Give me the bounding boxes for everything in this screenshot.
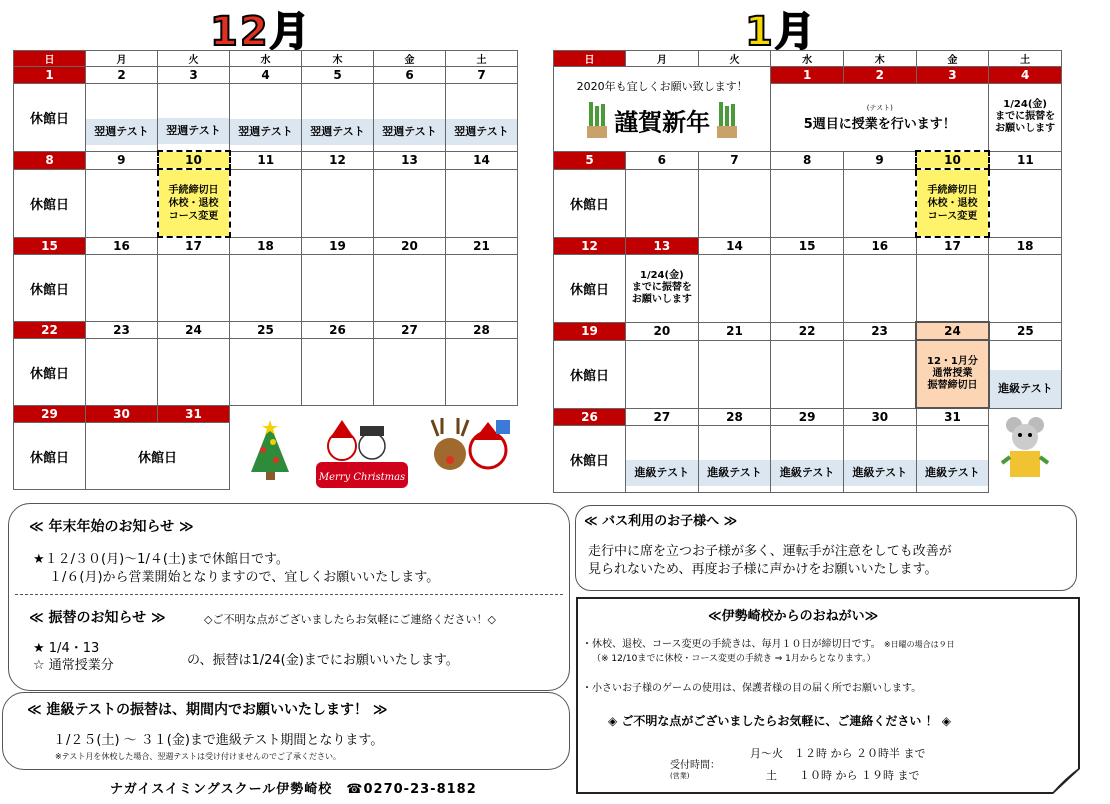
kadomatsu-left-icon [584, 100, 610, 140]
day-cell [302, 169, 374, 237]
closed-label: 休館日 [14, 255, 86, 322]
promotion-notice [2, 692, 570, 770]
closed-label: 休館日 [14, 84, 86, 152]
day-number: 2 [843, 67, 916, 84]
event-label: 翌週テスト [158, 118, 229, 144]
day-number: 15 [14, 237, 86, 255]
day-number: 20 [374, 237, 446, 255]
day-number: 10 [916, 151, 989, 169]
day-cell [771, 340, 844, 408]
dow-thu: 木 [302, 51, 374, 67]
day-cell [989, 255, 1062, 323]
day-number: 22 [771, 322, 844, 340]
day-number: 22 [14, 322, 86, 339]
dow-thu: 木 [843, 51, 916, 67]
makeup-deadline: の、振替は1/24(金)までにお願いいたします。 [187, 653, 459, 668]
day-cell [86, 339, 158, 406]
promotion-small: ※テスト月を休校した場合、翌週テストは受け付けませんのでご了承ください。 [55, 752, 342, 761]
day-number: 25 [230, 322, 302, 339]
greeting-big: 謹賀新年 [614, 108, 711, 137]
day-number: 28 [698, 408, 771, 426]
january-calendar [553, 50, 1062, 493]
makeup-note-cell [989, 84, 1062, 152]
day-cell [626, 169, 699, 237]
dow-tue: 火 [158, 51, 230, 67]
day-cell [446, 84, 518, 152]
day-number: 1 [771, 67, 844, 84]
day-cell [230, 169, 302, 237]
event-label: 進級テスト [626, 460, 698, 486]
day-number: 7 [446, 67, 518, 84]
makeup-regular: ☆ 通常授業分 [33, 658, 114, 673]
day-cell [916, 255, 989, 323]
request-contact: ◈ ご不明な点がございましたらお気軽に、ご連絡ください ！ ◈ [608, 714, 951, 728]
day-number: 6 [374, 67, 446, 84]
day-cell [302, 255, 374, 322]
bus-line1: 走行中に席を立つお子様が多く、運転手が注意をしても改善が [588, 544, 952, 559]
deadline-line: 休校・退校 [168, 197, 219, 209]
day-number: 27 [626, 408, 699, 426]
day-number: 13 [374, 151, 446, 169]
day-number: 11 [230, 151, 302, 169]
day-cell [698, 169, 771, 237]
december-title: 12月 [210, 9, 312, 55]
day-number: 9 [843, 151, 916, 169]
dow-mon: 月 [626, 51, 699, 67]
hours-line2: 土 １０時 から １９時 まで [766, 769, 920, 782]
day-cell [374, 84, 446, 152]
promotion-period: １/２５(土) ～ ３１(金)まで進級テスト期間となります。 [53, 733, 384, 748]
day-number: 16 [86, 237, 158, 255]
day-number: 5 [554, 151, 626, 169]
note-line: お願いします [631, 294, 692, 306]
day-number: 2 [86, 67, 158, 84]
deadline-cell [916, 169, 989, 237]
greeting-small: 2020年も宜しくお願い致します！ [576, 79, 748, 93]
day-cell [843, 426, 916, 493]
day-cell [446, 169, 518, 237]
day-cell [158, 339, 230, 406]
dow-tue: 火 [698, 51, 771, 67]
closed-label: 休館日 [554, 340, 626, 408]
note-line: 通常授業 [932, 368, 973, 379]
day-number: 24 [916, 322, 989, 340]
divider [15, 594, 563, 595]
event-label: 進級テスト [990, 370, 1061, 408]
day-number: 18 [230, 237, 302, 255]
deadline-line: 手続締切日 [927, 184, 978, 196]
year-end-notice [8, 503, 570, 691]
closed-label: 休館日 [14, 169, 86, 237]
day-number: 29 [14, 406, 86, 423]
day-number: 26 [554, 408, 626, 426]
deadline-line: 手続締切日 [168, 184, 219, 196]
makeup-title: ≪ 振替のお知らせ ≫ [29, 610, 166, 626]
day-number: 30 [843, 408, 916, 426]
deadline-line: コース変更 [927, 210, 978, 222]
makeup-dates: ★ 1/4・13 [33, 641, 100, 656]
request-b1 [582, 635, 955, 650]
mouse-mascot-icon [996, 413, 1054, 485]
promotion-title: ≪ 進級テストの振替は、期間内でお願いいたします！ ≫ [27, 702, 388, 718]
day-number: 11 [989, 151, 1062, 169]
day-cell [86, 84, 158, 152]
day-cell [374, 169, 446, 237]
day-cell [626, 340, 699, 408]
request-b1-sub: （※ 12/10までに休校・コース変更の手続き ⇒ 1月からとなります。） [592, 654, 876, 664]
event-label: 進級テスト [771, 460, 843, 486]
day-cell [843, 255, 916, 323]
day-cell [989, 340, 1062, 408]
day-number: 23 [843, 322, 916, 340]
day-cell [374, 339, 446, 406]
day-cell [698, 340, 771, 408]
day-cell [771, 169, 844, 237]
event-label: 翌週テスト [446, 119, 517, 145]
merry-christmas-label: Merry Christmas [318, 472, 406, 483]
day-cell [230, 84, 302, 152]
school-footer: ナガイスイミングスクール伊勢崎校 ☎0270-23-8182 [110, 782, 477, 797]
day-number: 4 [230, 67, 302, 84]
day-number: 24 [158, 322, 230, 339]
day-number: 10 [158, 151, 230, 169]
request-b1-small: ※日曜の場合は９日 [883, 640, 955, 649]
christmas-tree-icon [243, 420, 298, 485]
closed-label: 休館日 [554, 255, 626, 323]
deadline-cell [158, 169, 230, 237]
day-number: 4 [989, 67, 1062, 84]
day-number: 28 [446, 322, 518, 339]
day-cell [230, 255, 302, 322]
event-label: 翌週テスト [86, 119, 157, 145]
day-number: 12 [302, 151, 374, 169]
event-label: 翌週テスト [302, 119, 373, 145]
january-title: 1月 [745, 9, 817, 55]
bus-line2: 見られないため、再度お子様に声かけをお願いいたします。 [588, 562, 938, 577]
makeup-contact: ◇ご不明な点がございましたらお気軽にご連絡ください！◇ [204, 613, 496, 626]
test-banner-cell [771, 84, 989, 152]
dow-mon: 月 [86, 51, 158, 67]
day-cell [843, 169, 916, 237]
dow-sat: 土 [446, 51, 518, 67]
day-number: 21 [446, 237, 518, 255]
hours-line1: 月～火 １２時 から ２０時半 まで [750, 747, 926, 760]
deadline-line: コース変更 [168, 210, 219, 222]
note-line: お願いします [995, 123, 1056, 135]
day-number: 14 [698, 237, 771, 255]
event-label: 翌週テスト [230, 119, 301, 145]
year-end-line1: ★１２/３０(月)～1/４(土)まで休館日です。 [33, 552, 289, 567]
dow-wed: 水 [230, 51, 302, 67]
day-number: 26 [302, 322, 374, 339]
day-number: 7 [698, 151, 771, 169]
note-line: 1/24(金) [639, 270, 684, 282]
day-number: 27 [374, 322, 446, 339]
day-number: 8 [771, 151, 844, 169]
request-b2: ・小さいお子様のゲームの使用は、保護者様の目の届く所でお願いします。 [582, 683, 922, 694]
event-label: 翌週テスト [374, 119, 445, 145]
day-number: 3 [158, 67, 230, 84]
day-cell [771, 426, 844, 493]
day-cell [626, 426, 699, 493]
dow-sat: 土 [989, 51, 1062, 67]
day-number: 19 [554, 322, 626, 340]
dow-sun: 日 [14, 51, 86, 67]
dow-fri: 金 [374, 51, 446, 67]
note-line: までに振替を [995, 111, 1056, 123]
page-curl-icon [1052, 768, 1080, 794]
bus-title: ≪ バス利用のお子様へ ≫ [584, 514, 738, 529]
year-end-line2: １/６(月)から営業開始となりますので、宜しくお願いいたします。 [49, 570, 440, 585]
day-number: 25 [989, 322, 1062, 340]
day-cell [86, 255, 158, 322]
day-number: 8 [14, 151, 86, 169]
note-line: までに振替を [631, 282, 692, 294]
day-cell [158, 255, 230, 322]
new-year-greeting [554, 67, 771, 152]
day-number: 21 [698, 322, 771, 340]
day-cell [771, 255, 844, 323]
note-line: 振替締切日 [927, 380, 978, 391]
day-number: 17 [916, 237, 989, 255]
dow-wed: 水 [771, 51, 844, 67]
day-cell [989, 169, 1062, 237]
day-number: 18 [989, 237, 1062, 255]
day-number: 1 [14, 67, 86, 84]
day-cell [698, 255, 771, 323]
day-number: 30 [86, 406, 158, 423]
request-b1-text: ・休校、退校、コース変更の手続きは、毎月１０日が締切日です。 [582, 639, 881, 650]
day-cell [302, 339, 374, 406]
day-number: 20 [626, 322, 699, 340]
makeup-deadline-cell [916, 340, 989, 408]
day-number: 14 [446, 151, 518, 169]
day-cell [86, 169, 158, 237]
day-number: 5 [302, 67, 374, 84]
day-cell [446, 255, 518, 322]
day-number: 15 [771, 237, 844, 255]
event-label: 進級テスト [699, 460, 771, 486]
day-number: 6 [626, 151, 699, 169]
deadline-line: 休校・退校 [927, 197, 978, 209]
day-cell [302, 84, 374, 152]
hours-label: 受付時間： [670, 760, 720, 771]
year-end-title: ≪ 年末年始のお知らせ ≫ [29, 519, 194, 535]
day-number: 12 [554, 237, 626, 255]
makeup-note-cell [626, 255, 699, 323]
day-cell [843, 340, 916, 408]
day-number: 16 [843, 237, 916, 255]
event-label: 進級テスト [917, 460, 989, 486]
day-cell [158, 84, 230, 152]
day-number: 29 [771, 408, 844, 426]
day-cell [916, 426, 989, 493]
day-cell [698, 426, 771, 493]
day-number: 3 [916, 67, 989, 84]
closed-label: 休館日 [554, 169, 626, 237]
day-number: 17 [158, 237, 230, 255]
day-number: 19 [302, 237, 374, 255]
dow-fri: 金 [916, 51, 989, 67]
closed-label: 休館日 [14, 339, 86, 406]
note-line: 12・1月分 [927, 356, 978, 367]
dow-sun: 日 [554, 51, 626, 67]
closed-label: 休館日 [14, 423, 86, 490]
day-number: 9 [86, 151, 158, 169]
event-label: 進級テスト [844, 460, 916, 486]
day-cell [230, 339, 302, 406]
kadomatsu-right-icon [714, 100, 740, 140]
test-ruby: (テスト) [866, 103, 893, 112]
day-cell [374, 255, 446, 322]
closed-label: 休館日 [86, 423, 230, 490]
day-cell [446, 339, 518, 406]
day-number: 31 [916, 408, 989, 426]
day-number: 13 [626, 237, 699, 255]
day-number: 23 [86, 322, 158, 339]
test-banner: 5週目に授業を行います！ [803, 116, 956, 132]
bus-notice [575, 505, 1077, 591]
day-number: 31 [158, 406, 230, 423]
closed-label: 休館日 [554, 426, 626, 493]
mouse-cell [989, 408, 1062, 493]
santa-snowman-icon [312, 418, 412, 490]
request-title: ≪伊勢崎校からのおねがい≫ [708, 609, 879, 624]
note-line: 1/24(金) [1003, 99, 1047, 111]
hours-sub: (営業) [670, 772, 690, 780]
request-notice [576, 597, 1080, 794]
reindeer-santa-icon [422, 416, 517, 488]
